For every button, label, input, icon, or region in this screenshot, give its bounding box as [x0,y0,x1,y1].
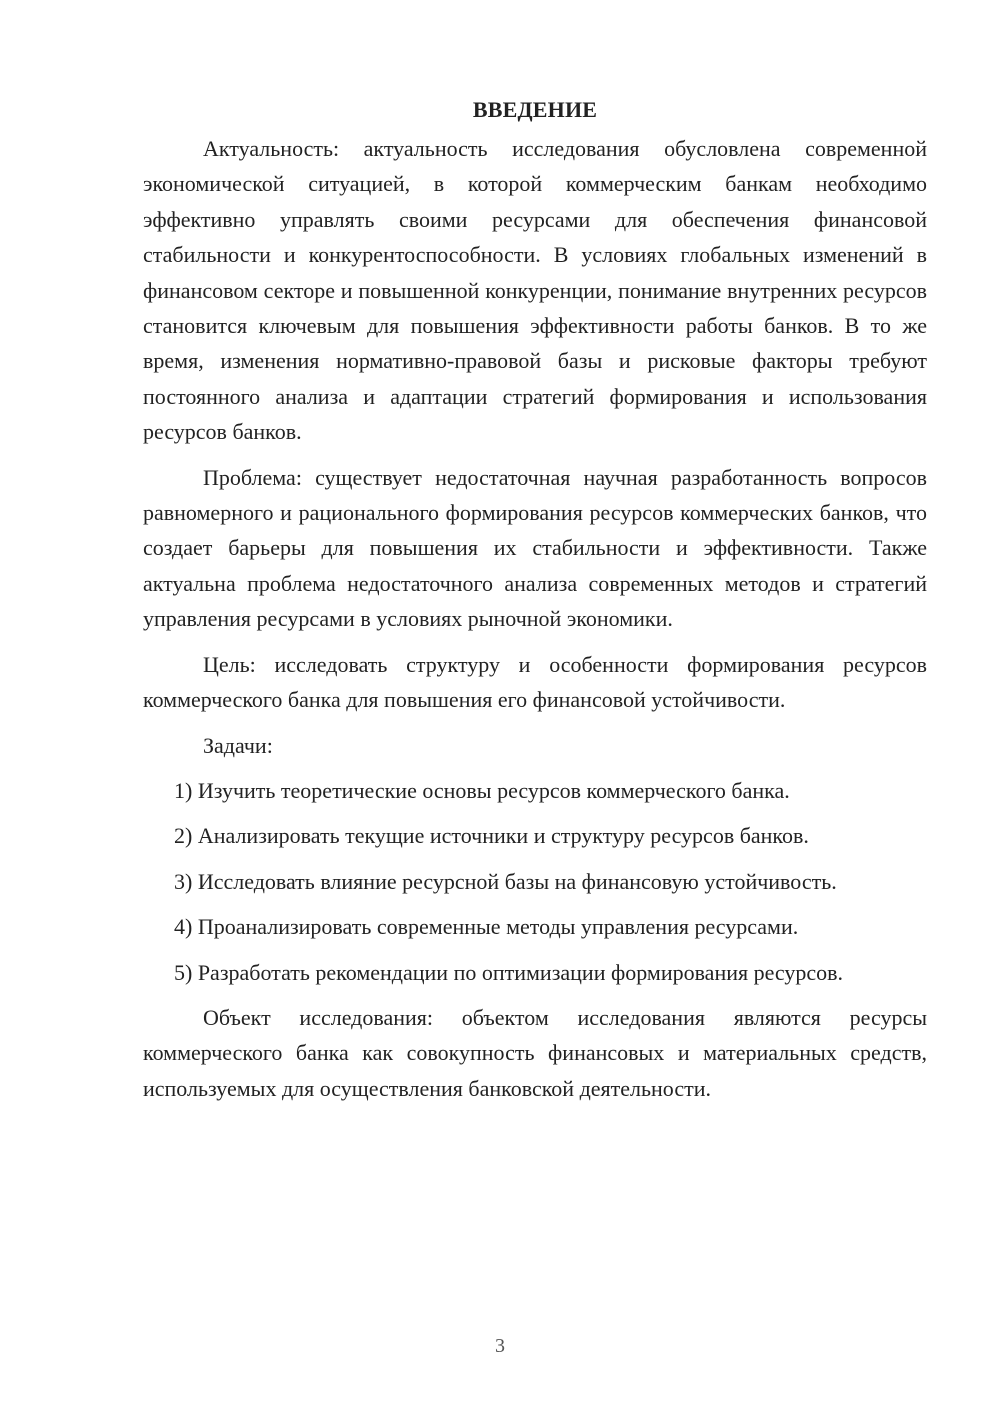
page-number: 3 [495,1335,505,1357]
section-heading: ВВЕДЕНИЕ [472,97,598,122]
task-item: 5) Разработать рекомендации по оптимизации формирования ресурсов. [174,959,844,985]
relevance-paragraph: Актуальность: актуальность исследования обусловлена современной экономической ситуацией, в которой коммерческим банкам необходимо эффективно управлять своими ресурсами для обеспечения финансовой стабильности и конкурентоспособности. В условиях глобальных изменений в финансовом секторе и повышенной конкуренции, понимание внутренних ресурсов становится ключевым для повышения эффективности работы банков. В то же время, изменения нормативно-правовой базы и рисковые факторы требуют постоянного анализа и адаптации стратегий формирования и использования ресурсов банков. [143,136,927,445]
introduction-section [143,95,927,1116]
task-item: 1) Изучить теоретические основы ресурсов коммерческого банка. [174,777,790,803]
problem-paragraph: Проблема: существует недостаточная научная разработанность вопросов равномерного и рационального формирования ресурсов коммерческих банков, что создает барьеры для повышения их стабильности и эффективности. Также актуальна проблема недостаточного анализа современных методов и стратегий управления ресурсами в условиях рыночной экономики. [143,464,927,632]
task-item: 2) Анализировать текущие источники и структуру ресурсов банков. [174,823,809,849]
research-object-paragraph: Объект исследования: объектом исследования являются ресурсы коммерческого банка как совокупность финансовых и материальных средств, используемых для осуществления банковской деятельности. [143,1004,927,1101]
task-item: 3) Исследовать влияние ресурсной базы на финансовую устойчивость. [174,868,837,894]
task-item: 4) Проанализировать современные методы управления ресурсами. [174,914,799,940]
tasks-title: Задачи: [203,732,273,758]
goal-paragraph: Цель: исследовать структуру и особенности формирования ресурсов коммерческого банка для повышения его финансовой устойчивости. [143,651,927,713]
